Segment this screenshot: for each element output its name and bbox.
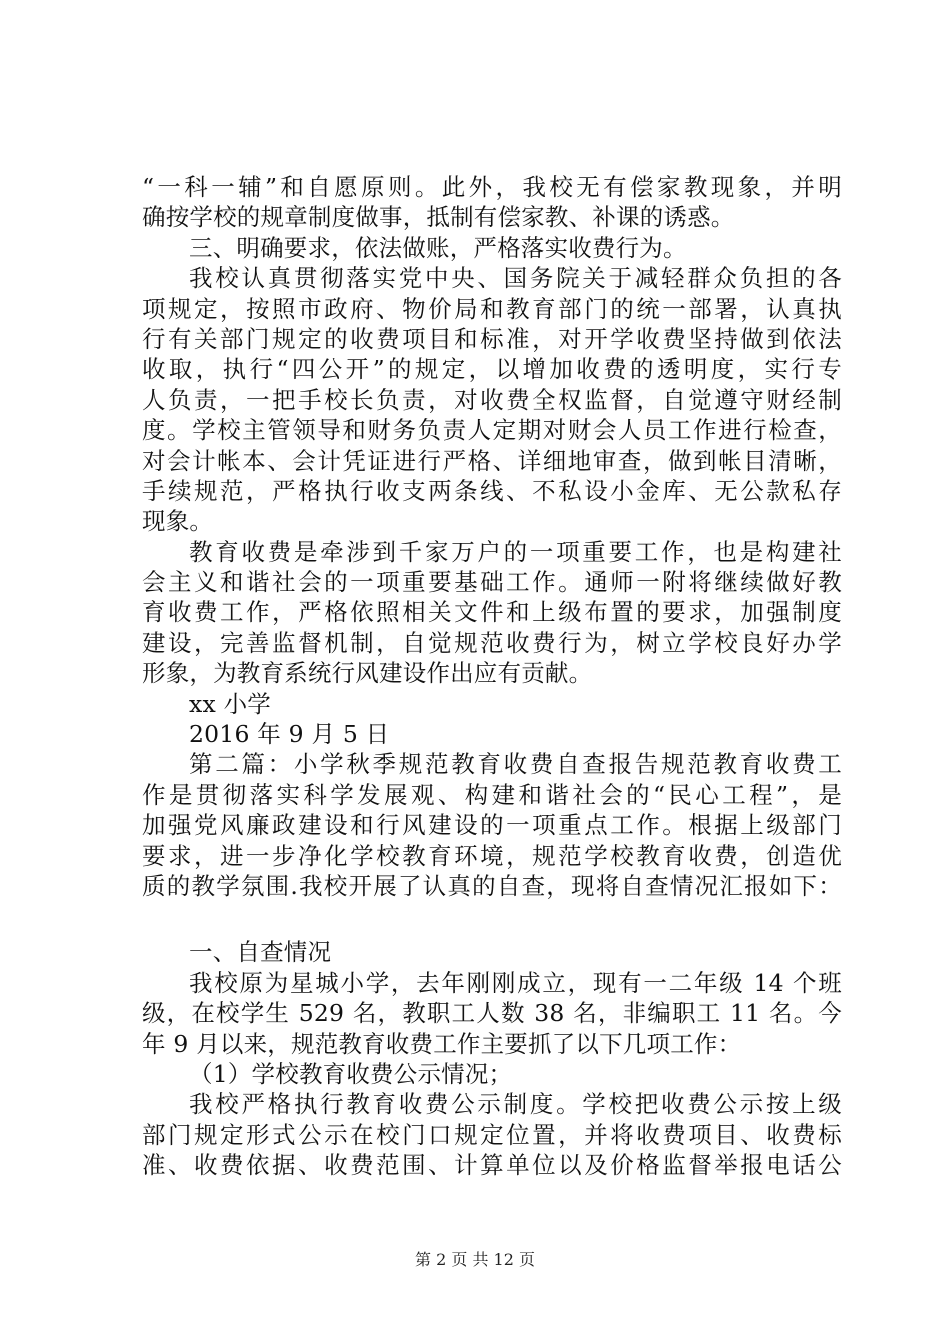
text-line: 要求，进一步净化学校教育环境，规范学校教育收费，创造优 <box>142 841 842 870</box>
text-line: 作是贯彻落实科学发展观、构建和谐社会的“民心工程”，是 <box>142 780 842 809</box>
text-line: 我校严格执行教育收费公示制度。学校把收费公示按上级 <box>189 1090 842 1119</box>
blank-line <box>142 901 842 937</box>
document-body <box>142 172 842 1181</box>
text-line: 手续规范，严格执行收支两条线、不私设小金库、无公款私存 <box>142 476 842 505</box>
text-line: 度。学校主管领导和财务负责人定期对财会人员工作进行检查， <box>142 416 842 445</box>
subsection-heading: （1）学校教育收费公示情况； <box>189 1059 513 1088</box>
text-line: 会主义和谐社会的一项重要基础工作。通师一附将继续做好教 <box>142 568 842 597</box>
signature-date: 2016 年 9 月 5 日 <box>189 720 390 749</box>
text-line: 对会计帐本、会计凭证进行严格、详细地审查，做到帐目清晰， <box>142 446 842 475</box>
text-line: 年 9 月以来，规范教育收费工作主要抓了以下几项工作： <box>142 1029 742 1058</box>
text-line: 人负责，一把手校长负责，对收费全权监督，自觉遵守财经制 <box>142 385 842 414</box>
text-line: 建设，完善监督机制，自觉规范收费行为，树立学校良好办学 <box>142 628 842 657</box>
section-heading: 一、自查情况 <box>189 938 332 967</box>
section-heading: 三、明确要求，依法做账，严格落实收费行为。 <box>189 233 687 262</box>
text-line: 行有关部门规定的收费项目和标准，对开学收费坚持做到依法 <box>142 324 842 353</box>
text-line: 部门规定形式公示在校门口规定位置，并将收费项目、收费标 <box>142 1120 842 1149</box>
text-line: 确按学校的规章制度做事，抵制有偿家教、补课的诱惑。 <box>142 203 735 232</box>
text-line: 现象。 <box>142 507 214 536</box>
text-line: 我校原为星城小学，去年刚刚成立，现有一二年级 14 个班 <box>189 968 842 997</box>
text-line: 质的教学氛围.我校开展了认真的自查，现将自查情况汇报如下： <box>142 871 842 900</box>
text-line: 级，在校学生 529 名，教职工人数 38 名，非编职工 11 名。今 <box>142 999 842 1028</box>
text-line: 形象，为教育系统行风建设作出应有贡献。 <box>142 659 593 688</box>
text-line: 收取，执行“四公开”的规定，以增加收费的透明度，实行专 <box>142 355 842 384</box>
text-line: 育收费工作，严格依照相关文件和上级布置的要求，加强制度 <box>142 598 842 627</box>
text-line: 我校认真贯彻落实党中央、国务院关于减轻群众负担的各 <box>189 264 842 293</box>
text-line: 加强党风廉政建设和行风建设的一项重点工作。根据上级部门 <box>142 811 842 840</box>
text-line: 第二篇：小学秋季规范教育收费自查报告规范教育收费工 <box>189 750 842 779</box>
page-number: 第 2 页 共 12 页 <box>415 1250 535 1269</box>
signature-school: xx 小学 <box>189 689 271 718</box>
text-line: 教育收费是牵涉到千家万户的一项重要工作，也是构建社 <box>189 537 842 566</box>
text-line: 项规定，按照市政府、物价局和教育部门的统一部署，认真执 <box>142 294 842 323</box>
text-line: “一科一辅”和自愿原则。此外，我校无有偿家教现象，并明 <box>142 173 842 201</box>
page-footer <box>0 1250 950 1270</box>
text-line: 准、收费依据、收费范围、计算单位以及价格监督举报电话公 <box>142 1151 842 1180</box>
